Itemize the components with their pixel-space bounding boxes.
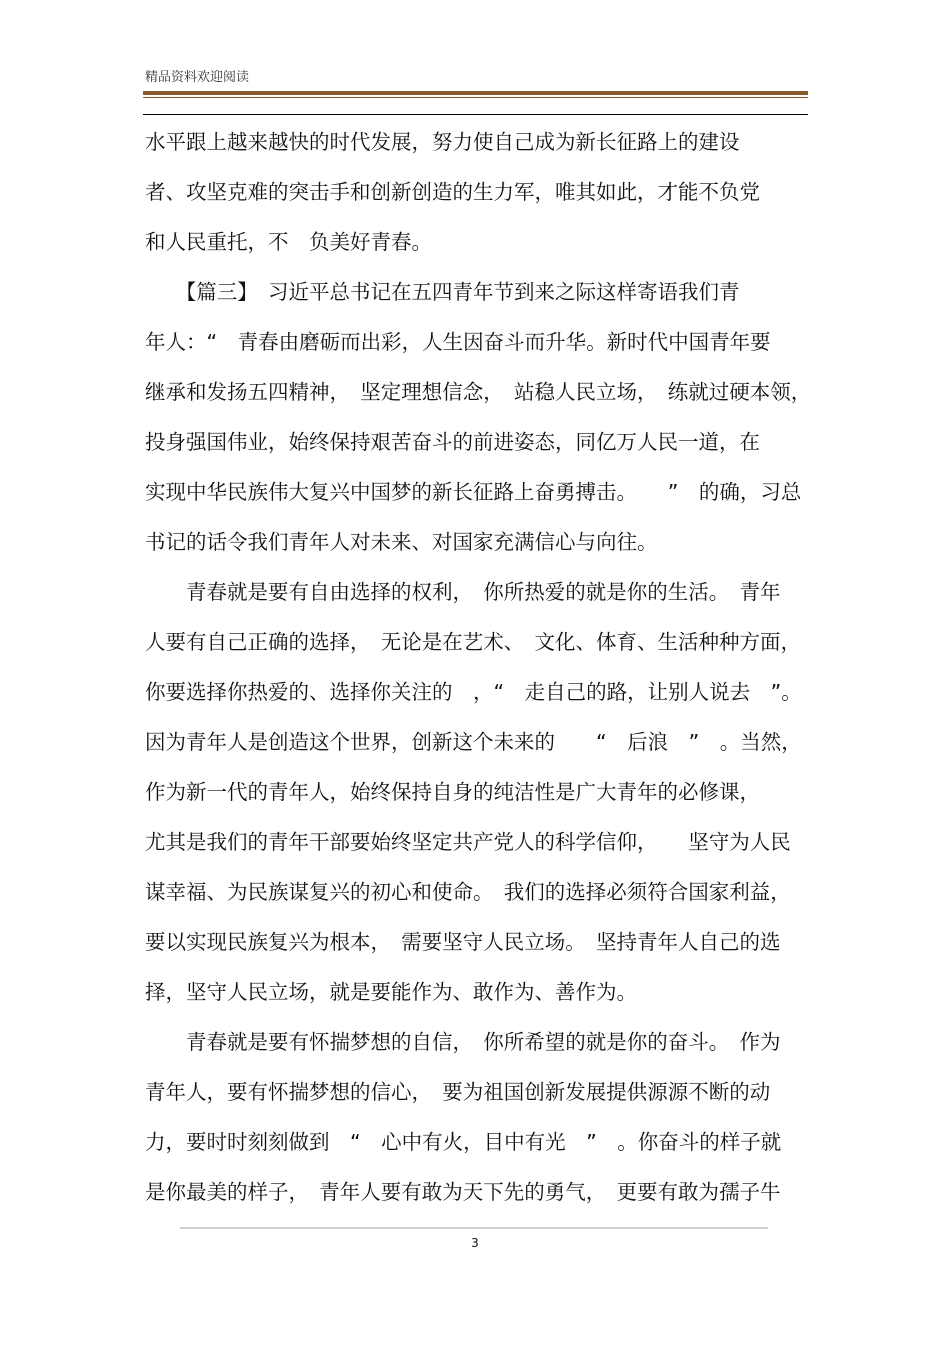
text-line: 作为新一代的青年人，始终保持自身的纯洁性是广大青年的必修课， bbox=[145, 780, 760, 804]
text-line: 青春就是要有怀揣梦想的自信， 你所希望的就是你的奋斗。 作为 bbox=[145, 1030, 781, 1054]
footer-rule bbox=[180, 1227, 768, 1229]
text-line: 【篇三】 习近平总书记在五四青年节到来之际这样寄语我们青 bbox=[145, 280, 740, 304]
text-line: 因为青年人是创造这个世界，创新这个未来的 “ 后浪 ” 。当然， bbox=[145, 730, 802, 754]
text-line: 是你最美的样子， 青年人要有敢为天下先的勇气， 更要有敢为孺子牛 bbox=[145, 1180, 781, 1204]
page-number: 3 bbox=[471, 1236, 479, 1250]
text-line: 实现中华民族伟大复兴中国梦的新长征路上奋勇搏击。 ” 的确，习总 bbox=[145, 480, 802, 504]
text-line: 要以实现民族复兴为根本， 需要坚守人民立场。 坚持青年人自己的选 bbox=[145, 930, 781, 954]
page-header-text: 精品资料欢迎阅读 bbox=[145, 70, 250, 85]
text-line: 青年人，要有怀揣梦想的信心， 要为祖国创新发展提供源源不断的动 bbox=[145, 1080, 771, 1104]
text-line: 年人：“ 青春由磨砺而出彩，人生因奋斗而升华。新时代中国青年要 bbox=[145, 330, 771, 354]
text-line: 和人民重托，不 负美好青春。 bbox=[145, 230, 432, 254]
text-line: 你要选择你热爱的、选择你关注的 ，“ 走自己的路，让别人说去 ”。 bbox=[145, 680, 802, 704]
header-rule-thick bbox=[143, 91, 808, 95]
text-line: 书记的话令我们青年人对未来、对国家充满信心与向往。 bbox=[145, 530, 658, 554]
text-line: 力，要时时刻刻做到 “ 心中有火，目中有光 ” 。你奋斗的样子就 bbox=[145, 1130, 782, 1154]
text-line: 人要有自己正确的选择， 无论是在艺术、 文化、体育、生活种种方面， bbox=[145, 630, 801, 654]
text-line: 青春就是要有自由选择的权利， 你所热爱的就是你的生活。 青年 bbox=[145, 580, 781, 604]
header-rule-thin bbox=[143, 97, 808, 98]
text-line: 者、攻坚克难的突击手和创新创造的生力军，唯其如此，才能不负党 bbox=[145, 180, 760, 204]
text-line: 投身强国伟业，始终保持艰苦奋斗的前进姿态，同亿万人民一道，在 bbox=[145, 430, 760, 454]
header-rule-black bbox=[143, 114, 808, 115]
text-line: 尤其是我们的青年干部要始终坚定共产党人的科学信仰， 坚守为人民 bbox=[145, 830, 791, 854]
text-line: 水平跟上越来越快的时代发展，努力使自己成为新长征路上的建设 bbox=[145, 130, 740, 154]
text-line: 继承和发扬五四精神， 坚定理想信念， 站稳人民立场， 练就过硬本领， bbox=[145, 380, 812, 404]
text-line: 择，坚守人民立场，就是要能作为、敢作为、善作为。 bbox=[145, 980, 637, 1004]
text-line: 谋幸福、为民族谋复兴的初心和使命。 我们的选择必须符合国家利益， bbox=[145, 880, 791, 904]
